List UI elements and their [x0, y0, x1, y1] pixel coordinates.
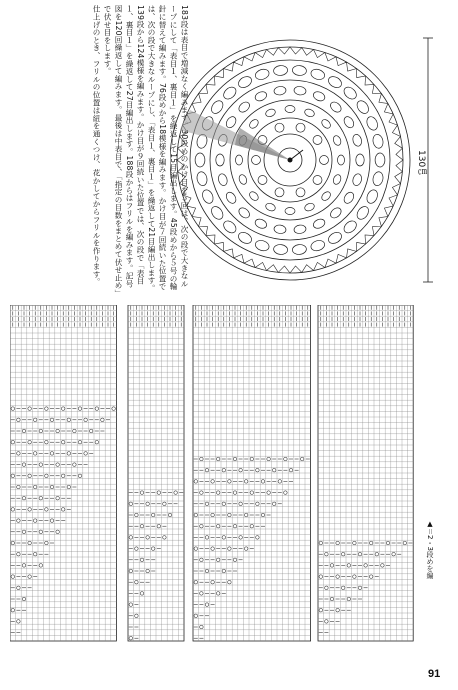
doily-diagram [170, 10, 450, 300]
petal-shape [365, 188, 380, 205]
petal-shape [356, 154, 364, 166]
shaded-section-inner [235, 128, 290, 160]
petal-shape [338, 155, 345, 165]
center-petal [320, 156, 329, 165]
instruction-paragraph-1: 183段は表目で増減なく編みます。30段めのかけ目を５回は、次の段で大きなループにして「表目１、裏目１」を繰返して15目編出します。45段めから５号の輪針に替えて編みます。76段めから18模様を編みます。かけ目が７回続いた位置では、次の段で大きなループにし、「表目１、裏目１」を繰返して21目編出します。139段から124模様を編みます。かけ目が９回続いた位置では、次の段で「表目１、裏目１」を繰返して27目編出します。188段からはフリルを編みます。記号図を120回繰返して編みます。最後は中表目で、「指定の目数をまとめて伏せ止め」で伏せ目をします。 [103, 5, 189, 294]
petal-shape [216, 154, 224, 166]
instruction-text [30, 5, 190, 295]
center-petal [275, 188, 284, 197]
petal-shape [293, 224, 306, 234]
petal-shape [342, 190, 356, 205]
petal-shape [221, 85, 238, 102]
petal-shape [342, 115, 356, 130]
center-petal [296, 188, 305, 197]
petal-shape [209, 99, 225, 116]
instruction-paragraph-2: 仕上げのとき、フリルの位置は紐を通くつけ、花かしてからフリルを作ります。 [92, 5, 101, 286]
petal-shape [237, 206, 252, 220]
petal-shape [293, 86, 306, 96]
petal-shape [372, 171, 384, 187]
petal-shape [273, 65, 288, 76]
petal-shape [254, 68, 270, 82]
petal-shape [254, 90, 268, 103]
dimension-label: 130㎝ [416, 150, 426, 177]
knitting-chart [10, 305, 420, 660]
chart-caption: ▲＝2・3段めを編 [426, 520, 434, 579]
petal-shape [292, 244, 307, 255]
petal-shape [237, 100, 252, 114]
petal-shape [195, 153, 205, 167]
petal-shape [221, 219, 238, 236]
petal-shape [310, 68, 326, 82]
page-number: 91 [428, 668, 441, 680]
petal-shape [351, 173, 362, 187]
petal-shape [254, 217, 268, 230]
petal-shape [273, 86, 286, 96]
petal-shape [304, 108, 316, 118]
petal-shape [285, 208, 295, 215]
petal-shape [200, 188, 215, 205]
petal-shape [355, 99, 371, 116]
center-petal [258, 176, 267, 185]
petal-shape [351, 133, 362, 147]
petal-shape [304, 202, 316, 212]
petal-shape [342, 85, 359, 102]
petal-shape [320, 118, 332, 130]
petal-shape [355, 204, 371, 221]
petal-shape [332, 135, 342, 147]
petal-shape [238, 174, 248, 186]
petal-shape [265, 108, 277, 118]
petal-shape [273, 244, 288, 255]
petal-shape [273, 224, 286, 234]
petal-shape [320, 190, 332, 202]
petal-shape [224, 190, 238, 205]
petal-shape [326, 74, 343, 89]
center-petal [313, 136, 322, 145]
petal-shape [310, 239, 326, 253]
petal-shape [248, 118, 260, 130]
petal-shape [326, 230, 343, 245]
petal-shape [329, 100, 344, 114]
petal-shape [375, 153, 385, 167]
center-petal [275, 123, 284, 132]
petal-shape [224, 115, 238, 130]
petal-shape [292, 65, 307, 76]
petal-shape [254, 239, 270, 253]
center-petal [252, 156, 261, 165]
petal-shape [209, 204, 225, 221]
center-petal [296, 123, 305, 132]
petal-shape [236, 230, 253, 245]
petal-shape [342, 219, 359, 236]
center-petal [313, 176, 322, 185]
petal-shape [236, 155, 243, 165]
petal-shape [332, 174, 342, 186]
petal-shape [265, 202, 277, 212]
petal-shape [196, 171, 208, 187]
petal-shape [372, 133, 384, 149]
petal-shape [285, 106, 295, 113]
petal-shape [248, 190, 260, 202]
petal-shape [217, 173, 228, 187]
petal-shape [312, 217, 326, 230]
petal-shape [329, 206, 344, 220]
petal-shape [236, 74, 253, 89]
petal-shape [312, 90, 326, 103]
petal-shape [365, 115, 380, 132]
chart-grid-panels [10, 305, 413, 641]
